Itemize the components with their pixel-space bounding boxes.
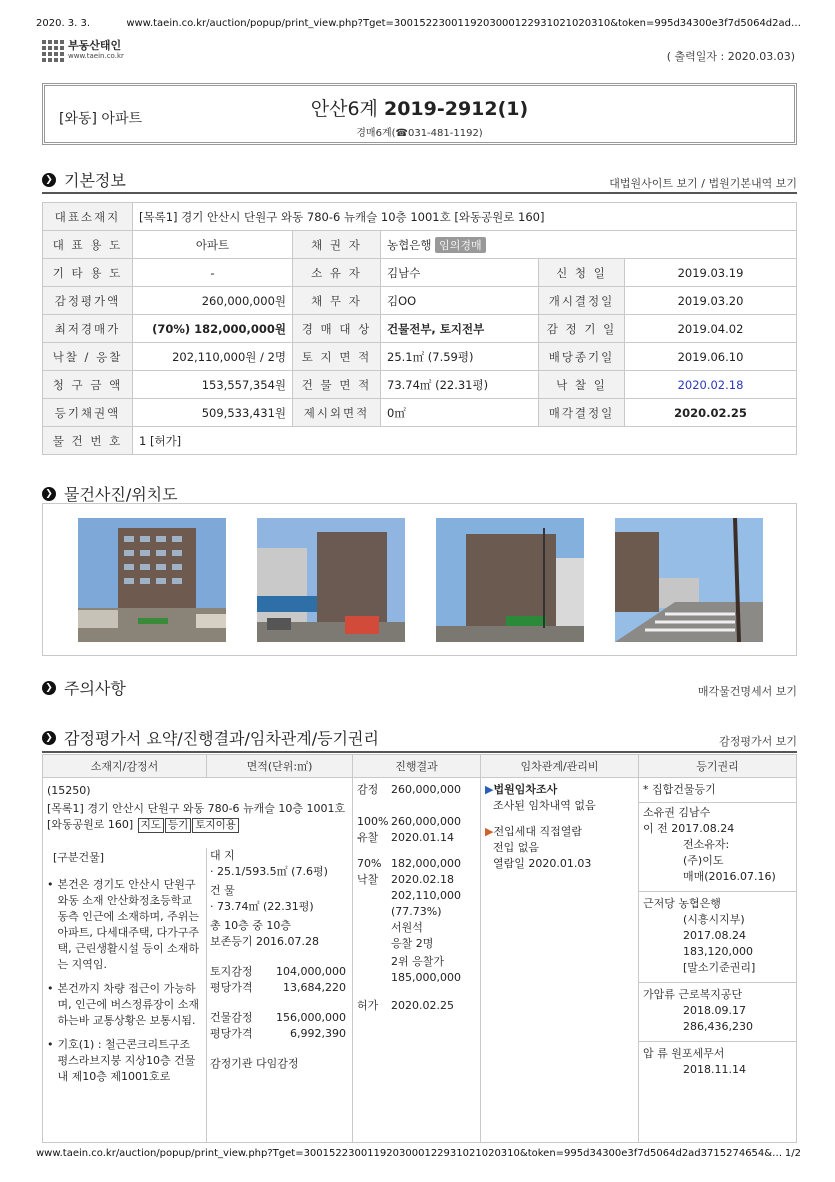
progress-value: 2020.01.14 [391, 831, 454, 844]
progress-label: 100% [357, 815, 389, 828]
attachment-amount: 286,436,230 [683, 1020, 753, 1033]
attachment: 가압류 근로복지공단 [643, 988, 743, 1001]
section-title: 물건사진/위치도 [64, 485, 178, 504]
registration-date: 보존등기 2016.07.28 [210, 935, 319, 948]
auction-type-badge: 임의경매 [435, 237, 486, 253]
court-name: 안산6계 [310, 98, 378, 120]
page-number: 1/2 [784, 1148, 801, 1159]
title-box [42, 83, 797, 145]
label: 대표소재지 [43, 203, 133, 231]
label: 낙 찰 일 [539, 371, 625, 399]
progress-value: 2020.02.18 [391, 873, 454, 886]
prev-owner-label: 전소유자: [683, 838, 730, 851]
chevron-right-icon: ❯ [42, 173, 56, 187]
label: 대 표 용 도 [43, 231, 133, 259]
printed-date: ( 출력일자 : 2020.03.03) [666, 50, 795, 63]
logo-name: 부동산태인 [68, 39, 122, 52]
value: 0㎡ [381, 399, 539, 427]
supreme-court-link[interactable]: 대법원사이트 보기 [609, 177, 698, 190]
value: 김OO [381, 287, 539, 315]
progress-value: 2020.02.25 [391, 999, 454, 1012]
registry-button[interactable]: 등기 [165, 818, 191, 833]
label: 평당가격 [210, 1027, 253, 1040]
divider [42, 751, 797, 753]
tenant-text: 조사된 임차내역 없음 [493, 799, 596, 812]
label: 감정평가액 [43, 287, 133, 315]
building-label: 건 물 [210, 884, 235, 897]
property-photo[interactable] [257, 518, 405, 642]
progress-label: 허가 [357, 999, 379, 1012]
play-icon: ▶ [485, 825, 494, 838]
winning-ratio: (77.73%) [391, 905, 442, 918]
logo-icon [42, 40, 64, 62]
label: 배당종기일 [539, 343, 625, 371]
case-number: 2019-2912(1) [383, 98, 529, 120]
label: 채 무 자 [293, 287, 381, 315]
tenant-text: 전입 없음 [493, 841, 540, 854]
item-number-value: 1 [허가] [133, 427, 797, 455]
mortgage-amount: 183,120,000 [683, 945, 753, 958]
divider [42, 192, 797, 194]
logo-site: www.taein.co.kr [68, 52, 124, 60]
progress-label: 유찰 [357, 831, 379, 844]
value: 2019.04.02 [625, 315, 797, 343]
court-detail-link[interactable]: 법원기본내역 보기 [708, 177, 797, 190]
print-url: www.taein.co.kr/auction/popup/print_view.php?Tget=3001522300119203000122931021020310&token=995d34300e3f7d5064d2ad3715274654&… [36, 1148, 783, 1159]
column-header: 임차관계/관리비 [481, 755, 639, 778]
appraisal-table [42, 754, 797, 1143]
photo-strip [42, 503, 797, 656]
building-type-tag: [구분건물] [53, 851, 105, 864]
address-value: [목록1] 경기 안산시 단원구 와동 780-6 뉴캐슬 10층 1001호 [와동공원로 160] [133, 203, 797, 231]
tenant-heading: 전입세대 직접열람 [493, 825, 582, 838]
case-title [45, 94, 794, 121]
label: 토지감정 [210, 965, 253, 978]
section-title: 감정평가서 요약/진행결과/임차관계/등기권리 [64, 729, 379, 748]
section-basic-header: ❯ 기본정보 대법원사이트 보기 / 법원기본내역 보기 [42, 168, 797, 191]
value: 202,110,000원 / 2명 [133, 343, 293, 371]
value: 260,000,000원 [133, 287, 293, 315]
building-price-per-pyeong: 6,992,390 [290, 1027, 346, 1040]
creditor-value [381, 231, 797, 259]
postcode: (15250) [47, 784, 91, 797]
building-area: · 73.74㎡ (22.31평) [210, 900, 314, 913]
label: 낙찰 / 응찰 [43, 343, 133, 371]
basic-info-table [42, 202, 797, 455]
land-appraisal: 104,000,000 [276, 965, 346, 978]
section-title: 주의사항 [64, 679, 126, 698]
winner-name: 서원석 [391, 921, 423, 934]
mortgage-date: 2017.08.24 [683, 929, 746, 942]
label: 최저경매가 [43, 315, 133, 343]
mortgage-note: [말소기준권리] [683, 961, 756, 974]
land-price-per-pyeong: 13,684,220 [283, 981, 346, 994]
logo [42, 40, 124, 62]
label: 매각결정일 [539, 399, 625, 427]
label: 경 매 대 상 [293, 315, 381, 343]
label: 개시결정일 [539, 287, 625, 315]
value: 25.1㎡ (7.59평) [381, 343, 539, 371]
prev-deal: 매매(2016.07.16) [683, 870, 776, 883]
land-label: 대 지 [210, 849, 235, 862]
progress-label: 70% [357, 857, 382, 870]
value: 153,557,354원 [133, 371, 293, 399]
map-button[interactable]: 지도 [138, 818, 164, 833]
value: 건물전부, 토지전부 [381, 315, 539, 343]
building-appraisal: 156,000,000 [276, 1011, 346, 1024]
label: 채 권 자 [293, 231, 381, 259]
value: 2019.06.10 [625, 343, 797, 371]
column-header: 진행결과 [353, 755, 481, 778]
location-block [47, 783, 347, 833]
owner: 소유권 김남수 [643, 806, 711, 819]
seizure-date: 2018.11.14 [683, 1063, 746, 1076]
floor-info: 총 10층 중 10층 [210, 919, 291, 932]
rights-heading: * 집합건물등기 [643, 783, 716, 796]
label: 감 정 기 일 [539, 315, 625, 343]
chevron-right-icon: ❯ [42, 487, 56, 501]
section-photos-header [42, 482, 797, 505]
court-contact: 경매6계(☎031-481-1192) [356, 128, 483, 139]
print-date: 2020. 3. 3. [36, 18, 91, 29]
property-photo[interactable] [615, 518, 763, 642]
print-footer [36, 1148, 801, 1159]
note-item: 기호(1) : 철근콘크리트구조 평스라브지붕 지상10층 건물내 제10층 제1001호로 [57, 1038, 196, 1083]
column-header: 면적(단위:㎡) [207, 755, 353, 778]
value: 아파트 [133, 231, 293, 259]
appraisal-link[interactable]: 감정평가서 보기 [719, 735, 797, 748]
appraisal-notes: • 본건은 경기도 안산시 단원구 와동 소재 안산화정초등학교 동측 인근에 소재하며, 주위는 아파트, 다세대주택, 다가구주택, 근린생활시설 등이 소재하는 지역임. • 본건까지 차량 접근이 가능하며, 인근에 버스정류장이 소재하는바 교통상황은 보통시됨. • 기호(1) : 철근콘크리트구조 평스라브지붕 지상10층 건물내 제10층 제1001호로 [47, 877, 203, 1085]
section-appraisal-header [42, 726, 797, 749]
print-header [36, 18, 801, 29]
value: 2019.03.20 [625, 287, 797, 315]
appraisal-agency: 감정기관 다임감정 [210, 1057, 299, 1070]
seizure: 압 류 원포세무서 [643, 1047, 725, 1060]
label: 평당가격 [210, 981, 253, 994]
label: 기 타 용 도 [43, 259, 133, 287]
label: 등기채권액 [43, 399, 133, 427]
sale-statement-link[interactable]: 매각물건명세서 보기 [697, 685, 797, 698]
column-header: 소재지/감정서 [43, 755, 207, 778]
tenant-text: 열람일 2020.01.03 [493, 857, 592, 870]
print-url: www.taein.co.kr/auction/popup/print_view.php?Tget=3001522300119203000122931021020310&token=995d34300e3f7d5064d2ad… [126, 18, 801, 29]
label: 신 청 일 [539, 259, 625, 287]
label: 이 전 [643, 822, 668, 835]
label: 청 구 금 액 [43, 371, 133, 399]
label: 건 물 면 적 [293, 371, 381, 399]
second-bid-label: 2위 응찰가 [391, 955, 444, 968]
play-icon: ▶ [485, 783, 494, 796]
section-caution-header [42, 676, 797, 699]
progress-value: 182,000,000 [391, 857, 461, 870]
progress-value: 260,000,000 [391, 783, 461, 796]
rights-block [639, 778, 796, 1142]
value: 김남수 [381, 259, 539, 287]
land-use-button[interactable]: 토지이용 [192, 818, 239, 833]
chevron-right-icon: ❯ [42, 681, 56, 695]
value: 2020.02.25 [625, 399, 797, 427]
transfer-date: 2017.08.24 [671, 822, 735, 835]
property-photo[interactable] [436, 518, 584, 642]
value: 2019.03.19 [625, 259, 797, 287]
area-block [206, 848, 352, 1142]
label: 소 유 자 [293, 259, 381, 287]
progress-block [353, 778, 480, 1142]
tenant-heading: 법원임차조사 [493, 783, 558, 796]
appraisal-address: [목록1] 경기 안산시 단원구 와동 780-6 뉴캐슬 10층 1001호 [와동공원로 160] [47, 802, 346, 831]
note-item: 본건까지 차량 접근이 가능하며, 인근에 버스정류장이 소재하는바 교통상황은 보통시됨. [57, 982, 199, 1027]
attachment-date: 2018.09.17 [683, 1004, 746, 1017]
progress-value: 260,000,000 [391, 815, 461, 828]
property-photo[interactable] [78, 518, 226, 642]
column-header: 등기권리 [639, 755, 797, 778]
creditor: 농협은행 [387, 237, 432, 252]
land-area: · 25.1/593.5㎡ (7.6평) [210, 865, 328, 878]
sale-date-link[interactable]: 2020.02.18 [625, 371, 797, 399]
prev-owner: (주)이도 [683, 854, 724, 867]
label: 건물감정 [210, 1011, 253, 1024]
label: 물 건 번 호 [43, 427, 133, 455]
label: 토 지 면 적 [293, 343, 381, 371]
second-bid: 185,000,000 [391, 971, 461, 984]
label: 제시외면적 [293, 399, 381, 427]
value: - [133, 259, 293, 287]
progress-label: 감정 [357, 783, 379, 796]
value: (70%) 182,000,000원 [133, 315, 293, 343]
winning-bid: 202,110,000 [391, 889, 461, 902]
bidder-count: 응찰 2명 [391, 937, 434, 950]
progress-label: 낙찰 [357, 873, 379, 886]
mortgage: 근저당 농협은행 [643, 897, 721, 910]
value: 509,533,431원 [133, 399, 293, 427]
value: 73.74㎡ (22.31평) [381, 371, 539, 399]
chevron-right-icon: ❯ [42, 731, 56, 745]
mortgage-branch: (시흥시지부) [683, 913, 745, 926]
note-item: 본건은 경기도 안산시 단원구 와동 소재 안산화정초등학교 동측 인근에 소재하며, 주위는 아파트, 다세대주택, 다가구주택, 근린생활시설 등이 소재하는 지역임. [57, 878, 199, 971]
tenant-block [481, 778, 638, 1142]
section-title: 기본정보 [64, 171, 126, 190]
property-kind: [와동] 아파트 [59, 111, 142, 127]
